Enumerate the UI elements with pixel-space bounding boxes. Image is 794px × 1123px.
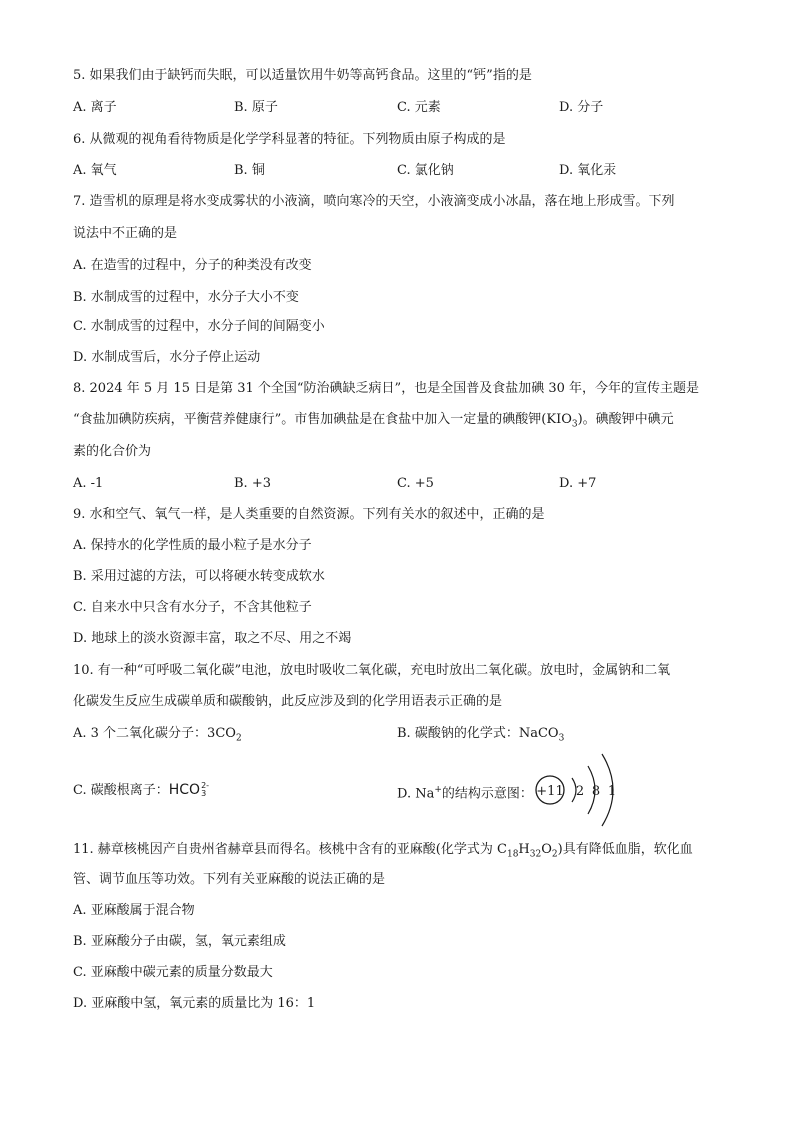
q6-stem: 6. 从微观的视角看待物质是化学学科显著的特征。下列物质由原子构成的是 xyxy=(73,132,506,147)
q9-option-a: A. 保持水的化学性质的最小粒子是水分子 xyxy=(73,538,312,553)
q5-option-c: C. 元素 xyxy=(397,100,441,115)
q8-stem-line2 xyxy=(73,411,674,434)
q8-option-b: B. +3 xyxy=(234,476,271,491)
q8-stem2-text-a: “食盐加碘防疾病，平衡营养健康行”。市售加碘盐是在食盐中加入一定量的碘酸钾(KIO xyxy=(73,412,572,427)
q8-stem-line3: 素的化合价为 xyxy=(73,444,152,459)
q8-stem-line1: 8. 2024 年 5 月 15 日是第 31 个全国“防治碘缺乏病日”，也是全国普及食盐加碘 30 年，今年的宣传主题是 xyxy=(73,381,700,396)
q10-option-d-text-a: D. Na xyxy=(397,786,435,802)
q9-option-c: C. 自来水中只含有水分子，不含其他粒子 xyxy=(73,600,312,615)
q10-hco-text: HCO xyxy=(168,782,201,798)
electron-count-shell-2: 8 xyxy=(591,784,601,799)
q10-stem-line1: 10. 有一种“可呼吸二氧化碳”电池，放电时吸收二氧化碳，充电时放出二氧化碳。放电时，金属钠和二氧 xyxy=(73,663,671,678)
q8-option-c: C. +5 xyxy=(397,476,434,491)
q9-stem: 9. 水和空气、氧气一样，是人类重要的自然资源。下列有关水的叙述中，正确的是 xyxy=(73,507,545,522)
q7-option-b: B. 水制成雪的过程中，水分子大小不变 xyxy=(73,290,299,305)
q10-option-b xyxy=(397,725,564,748)
q5-options xyxy=(73,99,773,117)
q11-stem-line2: 管、调节血压等功效。下列有关亚麻酸的说法正确的是 xyxy=(73,872,386,887)
q6-options xyxy=(73,162,773,180)
q11-stem1-text-a: 11. 赫章核桃因产自贵州省赫章县而得名。核桃中含有的亚麻酸(化学式为 C xyxy=(73,842,507,857)
q11-option-d: D. 亚麻酸中氢，氧元素的质量比为 16：1 xyxy=(73,996,316,1011)
q8-option-d: D. +7 xyxy=(559,476,597,491)
q10-carbonate-formula xyxy=(169,782,209,798)
sodium-atom-structure-diagram xyxy=(532,750,622,830)
q6-option-a: A. 氧气 xyxy=(73,163,117,178)
q11-carbon-subscript: 18 xyxy=(506,849,519,860)
q11-option-c: C. 亚麻酸中碳元素的质量分数最大 xyxy=(73,965,273,980)
q10-naco3-subscript: 3 xyxy=(558,733,565,744)
q11-option-b: B. 亚麻酸分子由碳，氢，氧元素组成 xyxy=(73,934,286,949)
q10-co2-subscript: 2 xyxy=(235,733,242,744)
q9-option-d: D. 地球上的淡水资源丰富，取之不尽、用之不竭 xyxy=(73,631,352,646)
q5-option-d: D. 分子 xyxy=(559,100,604,115)
q9-option-b: B. 采用过滤的方法，可以将硬水转变成软水 xyxy=(73,569,325,584)
q10-option-c xyxy=(73,781,209,800)
q6-option-b: B. 铜 xyxy=(234,163,265,178)
q10-ion-subscript: 3 xyxy=(201,789,207,798)
q11-stem1-text-b: )具有降低血脂，软化血 xyxy=(557,842,693,857)
q5-option-a: A. 离子 xyxy=(73,100,117,115)
q6-option-c: C. 氯化钠 xyxy=(397,163,454,178)
q10-option-d-text-b: 的结构示意图： xyxy=(441,786,533,802)
q5-option-b: B. 原子 xyxy=(234,100,278,115)
q10-ion-charge: 2- xyxy=(201,781,210,790)
q8-kio3-subscript: 3 xyxy=(571,419,578,430)
q11-stem-line1 xyxy=(73,841,693,864)
q11-oxygen-symbol: O xyxy=(541,842,552,857)
q11-option-a: A. 亚麻酸属于混合物 xyxy=(73,903,195,918)
electron-count-shell-1: 2 xyxy=(575,784,585,799)
nucleus-charge: +11 xyxy=(536,784,564,799)
q8-option-a: A. -1 xyxy=(73,476,104,491)
q10-ion-indices xyxy=(201,782,209,798)
q10-na-charge: + xyxy=(434,785,442,795)
q6-option-d: D. 氧化汞 xyxy=(559,163,617,178)
q11-hydrogen-subscript: 32 xyxy=(529,849,542,860)
q7-stem-line2: 说法中不正确的是 xyxy=(73,226,178,241)
q8-options xyxy=(73,475,773,493)
q10-option-a xyxy=(73,725,242,748)
q7-option-a: A. 在造雪的过程中，分子的种类没有改变 xyxy=(73,258,312,273)
q11-hydrogen-symbol: H xyxy=(518,842,530,857)
q5-stem: 5. 如果我们由于缺钙而失眠，可以适量饮用牛奶等高钙食品。这里的“钙”指的是 xyxy=(73,68,532,83)
q10-option-c-text: C. 碳酸根离子： xyxy=(73,783,169,798)
q7-option-c: C. 水制成雪的过程中，水分子间的间隔变小 xyxy=(73,319,325,334)
q10-stem-line2: 化碳发生反应生成碳单质和碳酸钠，此反应涉及到的化学用语表示正确的是 xyxy=(73,694,503,709)
q10-option-d xyxy=(397,781,533,803)
electron-count-shell-3: 1 xyxy=(607,784,617,799)
q11-oxygen-subscript: 2 xyxy=(551,849,558,860)
q7-stem-line1: 7. 造雪机的原理是将水变成雾状的小液滴，喷向寒冷的天空，小液滴变成小冰晶，落在地上形成雪。下列 xyxy=(73,194,675,209)
q8-stem2-text-b: )。碘酸钾中碘元 xyxy=(577,412,674,427)
q10-option-b-text: B. 碳酸钠的化学式：NaCO xyxy=(397,726,559,741)
q7-option-d: D. 水制成雪后，水分子停止运动 xyxy=(73,350,261,365)
q10-option-a-text: A. 3 个二氧化碳分子：3CO xyxy=(73,726,236,741)
